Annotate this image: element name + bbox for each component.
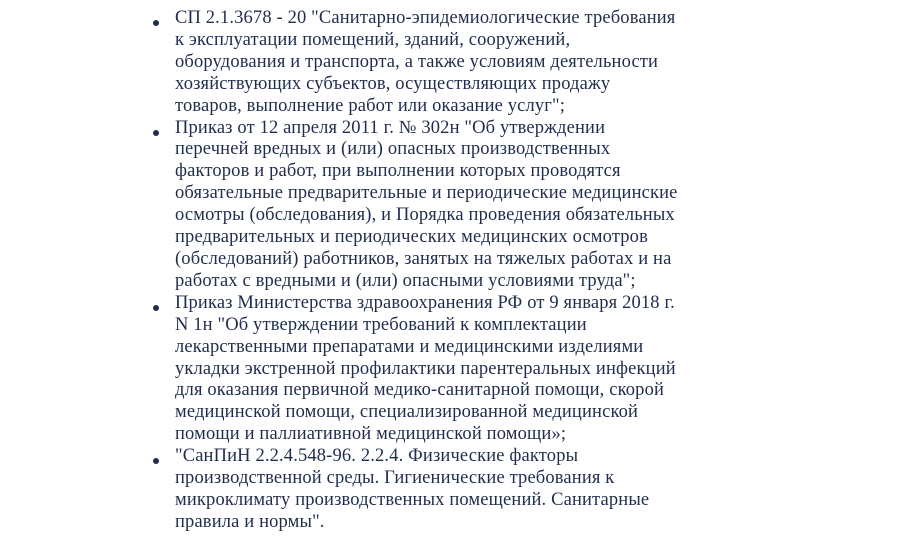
text-line: хозяйствующих субъектов, осуществляющих продажу	[175, 73, 611, 94]
text-line: лекарственными препаратами и медицинскими изделиями	[175, 336, 644, 357]
bullet-icon	[153, 130, 159, 136]
text-line: СП 2.1.3678 - 20 "Санитарно-эпидемиологические требования	[175, 8, 676, 28]
text-line: Приказ Министерства здравоохранения РФ от 9 января 2018 г.	[175, 292, 675, 313]
bullet-icon	[153, 305, 159, 311]
text-line: N 1н "Об утверждении требований к комплектации	[175, 314, 587, 335]
text-line: помощи и паллиативной медицинской помощи»;	[175, 424, 567, 445]
text-line: производственной среды. Гигиенические требования к	[175, 468, 615, 489]
document-body	[150, 8, 710, 534]
text-line: Приказ от 12 апреля 2011 г. № 302н "Об утверждении	[175, 117, 606, 138]
text-line: факторов и работ, при выполнении которых проводятся	[175, 161, 621, 182]
text-line: оборудования и транспорта, а также условиям деятельности	[175, 51, 659, 72]
bullet-icon	[153, 458, 159, 464]
text-line: правила и нормы".	[175, 511, 325, 532]
text-line: медицинской помощи, специализированной медицинской	[175, 402, 639, 423]
text-line: работах с вредными и (или) опасными условиями труда";	[175, 270, 636, 291]
text-line: "СанПиН 2.2.4.548-96. 2.2.4. Физические факторы	[175, 446, 579, 467]
text-line: к эксплуатации помещений, зданий, сооружений,	[175, 29, 571, 50]
list-item-sanpin-2-2-4-548-96	[150, 446, 710, 534]
list-item-order-1n	[150, 293, 710, 446]
text-line: микроклимату производственных помещений. Санитарные	[175, 489, 650, 510]
list-item-order-302n	[150, 118, 710, 293]
list-item-sp-2-1-3678-20	[150, 8, 710, 118]
bullet-icon	[153, 20, 159, 26]
text-line: (обследований) работников, занятых на тяжелых работах и на	[175, 248, 672, 269]
text-line: перечней вредных и (или) опасных производственных	[175, 139, 611, 160]
text-line: предварительных и периодических медицинских осмотров	[175, 227, 648, 248]
regulations-list	[150, 8, 710, 534]
text-line: осмотры (обследования), и Порядка проведения обязательных	[175, 205, 675, 226]
text-line: для оказания первичной медико-санитарной помощи, скорой	[175, 380, 665, 401]
text-line: товаров, выполнение работ или оказание услуг";	[175, 95, 566, 116]
text-line: обязательные предварительные и периодические медицинские	[175, 183, 678, 204]
text-line: укладки экстренной профилактики парентеральных инфекций	[175, 358, 676, 379]
